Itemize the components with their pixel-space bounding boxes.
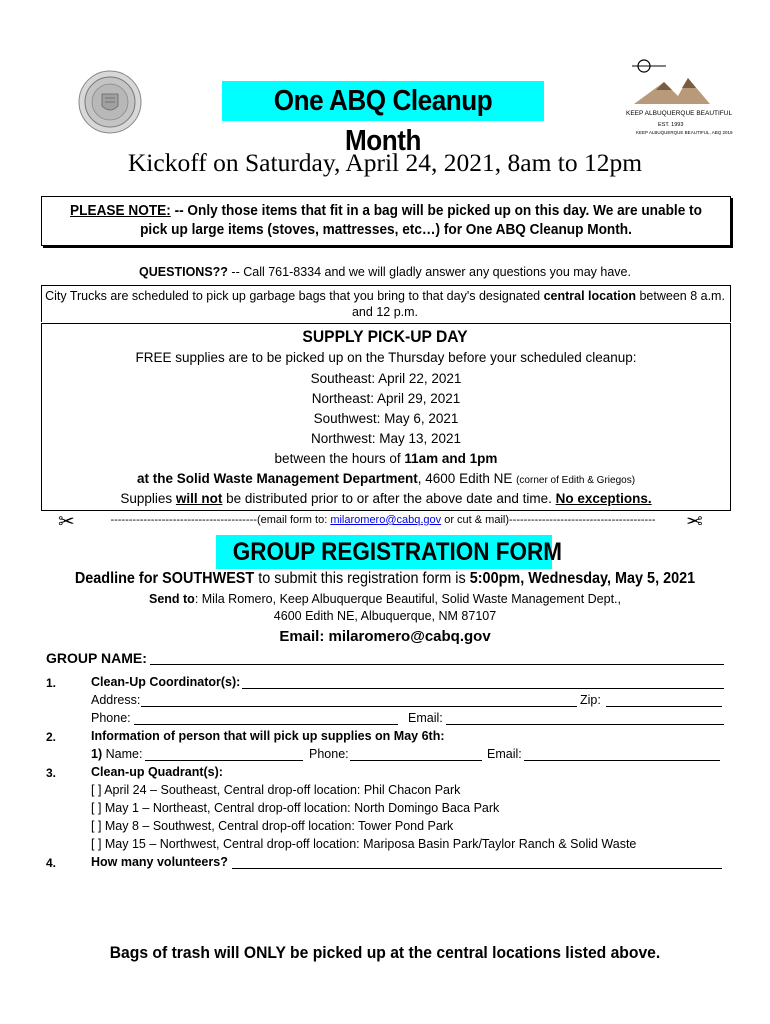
pickup-name-text: Name: xyxy=(102,747,143,761)
supply-date-northwest: Northwest: May 13, 2021 xyxy=(310,431,462,446)
cut-line xyxy=(80,514,686,526)
send-to-text: : Mila Romero, Keep Albuquerque Beautiful, Solid Waste Management Dept., xyxy=(194,592,621,606)
volunteers-label-text: How many volunteers? xyxy=(91,855,228,869)
cut-dashes-left: ---------------------------------------- xyxy=(110,514,257,526)
zip-label: Zip: xyxy=(580,693,601,707)
quadrant-label-text: Clean-up Quadrant(s): xyxy=(91,765,223,779)
item-number-2: 2. xyxy=(46,730,57,744)
note-label: PLEASE NOTE: xyxy=(70,203,171,219)
group-name-field[interactable] xyxy=(150,664,724,665)
send-to-label: Send to xyxy=(148,592,195,606)
supply-location xyxy=(41,471,731,486)
scissors-icon: ✂ xyxy=(686,511,703,533)
item-number-1: 1. xyxy=(46,676,57,690)
pickup-phone-field[interactable] xyxy=(350,760,482,761)
questions-line xyxy=(0,265,770,279)
address-field[interactable] xyxy=(141,706,577,707)
trucks-after: between 8 a.m. and 12 p.m. xyxy=(351,289,725,319)
city-seal-icon xyxy=(78,70,142,134)
supply-hours xyxy=(41,451,731,466)
send-to-address: 4600 Edith NE, Albuquerque, NM 87107 xyxy=(273,609,497,623)
deadline-a: Deadline for SOUTHWEST xyxy=(74,570,255,587)
quadrant-option-northeast[interactable]: [ ] May 1 – Northeast, Central drop-off location: North Domingo Baca Park xyxy=(91,801,500,815)
pickup-person-num: 1) xyxy=(91,747,103,761)
supply-intro: FREE supplies are to be picked up on the Thursday before your scheduled cleanup: xyxy=(135,350,637,365)
pickup-name-field[interactable] xyxy=(145,760,303,761)
trucks-bold: central location xyxy=(543,289,636,303)
trucks-text xyxy=(44,288,726,320)
phone-label: Phone: xyxy=(91,711,131,725)
cut-text-after: or cut & mail) xyxy=(441,514,510,526)
registration-highlight xyxy=(216,535,562,569)
logo-name: KEEP ALBUQUERQUE BEAUTIFUL xyxy=(626,110,733,117)
questions-text: -- Call 761-8334 and we will gladly answer any questions you may have. xyxy=(227,265,631,279)
supply-location-bold: at the Solid Waste Management Department xyxy=(136,471,418,486)
logo-est: EST. 1993 xyxy=(658,122,684,128)
pickup-person-label-text: Information of person that will pick up supplies on May 6th: xyxy=(91,729,445,743)
supply-no-exceptions: No exceptions. xyxy=(555,491,652,506)
pickup-email-label: Email: xyxy=(487,747,522,761)
deadline-line xyxy=(27,570,743,588)
registration-email: Email: milaromero@cabq.gov xyxy=(279,628,491,645)
pickup-phone-label: Phone: xyxy=(309,747,349,761)
coordinator-field[interactable] xyxy=(242,688,724,689)
supply-hours-bold: 11am and 1pm xyxy=(404,451,498,466)
registration-title: GROUP REGISTRATION FORM xyxy=(232,538,562,566)
item-number-3: 3. xyxy=(46,766,57,780)
trucks-before: City Trucks are scheduled to pick up garbage bags that you bring to that day's designated xyxy=(45,289,544,303)
group-name-label: GROUP NAME: xyxy=(46,650,147,666)
supply-location-addr: , 4600 Edith NE xyxy=(417,471,517,486)
scissors-icon: ✂ xyxy=(58,511,75,533)
email-field[interactable] xyxy=(446,724,724,725)
note-body: -- Only those items that fit in a bag will be picked up on this day. We are unable to pick up large items (stoves, mattresses, etc…) for One ABQ Cleanup Month. xyxy=(140,203,702,238)
send-to-line xyxy=(0,592,770,606)
supply-date-southeast: Southeast: April 22, 2021 xyxy=(310,371,462,386)
coordinator-label-text: Clean-Up Coordinator(s): xyxy=(91,675,241,689)
supply-location-small: (corner of Edith & Griegos) xyxy=(516,475,636,486)
coordinator-label xyxy=(91,675,240,689)
phone-field[interactable] xyxy=(134,724,398,725)
footer-notice: Bags of trash will ONLY be picked up at the central locations listed above. xyxy=(109,944,661,962)
page-title: One ABQ Cleanup Month xyxy=(273,85,493,157)
quadrant-label xyxy=(91,765,223,779)
volunteers-field[interactable] xyxy=(232,868,722,869)
deadline-b: to submit this registration form is xyxy=(254,570,470,587)
deadline-c: 5:00pm, Wednesday, May 5, 2021 xyxy=(469,570,696,587)
kickoff-heading: Kickoff on Saturday, April 24, 2021, 8am to 12pm xyxy=(127,148,643,177)
note-text xyxy=(65,202,708,240)
quadrant-option-northwest[interactable]: [ ] May 15 – Northwest, Central drop-off location: Mariposa Basin Park/Taylor Ranch & Solid Waste xyxy=(91,837,637,851)
pickup-email-field[interactable] xyxy=(524,760,720,761)
questions-label: QUESTIONS?? xyxy=(139,265,228,279)
quadrant-option-southwest[interactable]: [ ] May 8 – Southwest, Central drop-off location: Tower Pond Park xyxy=(91,819,454,833)
supply-warning-after: be distributed prior to or after the above date and time. xyxy=(222,491,556,506)
quadrant-option-southeast[interactable]: [ ] April 24 – Southeast, Central drop-off location: Phil Chacon Park xyxy=(91,783,461,797)
zip-field[interactable] xyxy=(606,706,722,707)
supply-hours-before: between the hours of xyxy=(274,451,405,466)
pickup-name-label xyxy=(91,747,142,761)
supply-date-northeast: Northeast: April 29, 2021 xyxy=(311,391,461,406)
email-link[interactable]: milaromero@cabq.gov xyxy=(330,514,442,526)
supply-title: SUPPLY PICK-UP DAY xyxy=(302,327,468,346)
supply-warning xyxy=(41,491,731,506)
pickup-person-label xyxy=(91,729,445,743)
volunteers-label xyxy=(91,855,228,869)
cut-text-before: (email form to: xyxy=(256,514,331,526)
supply-warning-bold: will not xyxy=(175,491,223,506)
item-number-4: 4. xyxy=(46,856,57,870)
logo-tagline: KEEP ALBUQUERQUE BEAUTIFUL, ABQ 2019 xyxy=(636,130,733,135)
supply-date-southwest: Southwest: May 6, 2021 xyxy=(313,411,459,426)
supply-warning-before: Supplies xyxy=(120,491,176,506)
cut-dashes-right: ---------------------------------------- xyxy=(509,514,656,526)
address-label: Address: xyxy=(91,693,141,707)
email-label: Email: xyxy=(408,711,443,725)
title-highlight xyxy=(222,81,544,157)
